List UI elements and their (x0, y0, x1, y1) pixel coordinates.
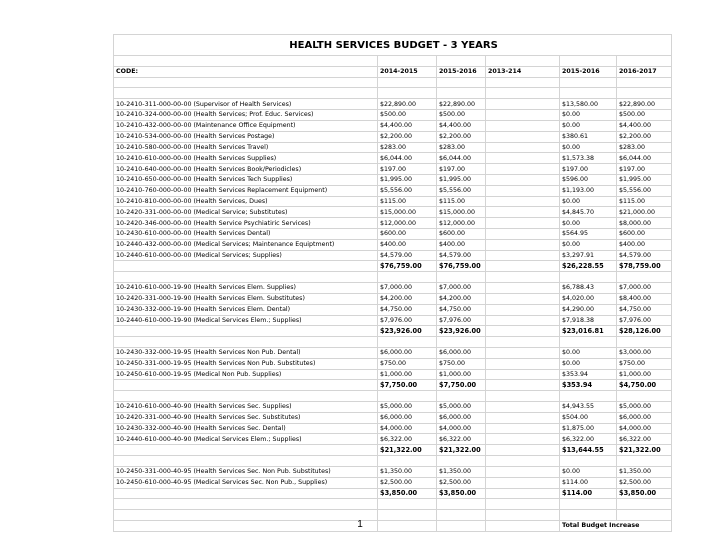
amount-cell: $197.00 (378, 164, 437, 175)
empty-cell (437, 56, 486, 67)
empty-cell (114, 337, 378, 348)
subtotal-cell: $3,850.00 (617, 488, 672, 499)
subtotal-cell: $7,750.00 (437, 380, 486, 391)
empty-cell (378, 77, 437, 88)
empty-cell (486, 272, 560, 283)
empty-cell (486, 391, 560, 402)
amount-cell (486, 283, 560, 294)
amount-cell: $1,350.00 (378, 466, 437, 477)
empty-cell (114, 326, 378, 337)
account-code-cell: 10-2410-610-000-00-00 (Health Services Supplies) (114, 153, 378, 164)
amount-cell (486, 99, 560, 110)
amount-cell: $6,044.00 (617, 153, 672, 164)
amount-cell: $7,976.00 (617, 315, 672, 326)
amount-cell: $1,875.00 (560, 423, 617, 434)
table-row (114, 174, 672, 185)
subtotal-row (114, 261, 672, 272)
amount-cell: $4,400.00 (437, 120, 486, 131)
amount-cell: $1,000.00 (437, 369, 486, 380)
amount-cell (486, 174, 560, 185)
amount-cell: $1,573.38 (560, 153, 617, 164)
empty-cell (378, 88, 437, 99)
subtotal-cell: $21,322.00 (378, 445, 437, 456)
amount-cell: $6,000.00 (437, 347, 486, 358)
amount-cell: $0.00 (560, 239, 617, 250)
blank-row (114, 456, 672, 467)
amount-cell: $4,200.00 (437, 293, 486, 304)
amount-cell (486, 207, 560, 218)
table-row (114, 131, 672, 142)
table-row (114, 185, 672, 196)
table-row (114, 250, 672, 261)
empty-cell (486, 456, 560, 467)
subtotal-row (114, 326, 672, 337)
empty-cell (114, 456, 378, 467)
amount-cell: $600.00 (437, 229, 486, 240)
amount-cell: $5,000.00 (617, 402, 672, 413)
amount-cell: $500.00 (378, 110, 437, 121)
empty-cell (560, 77, 617, 88)
amount-cell: $4,290.00 (560, 304, 617, 315)
account-code-cell: 10-2440-610-000-40-90 (Medical Services Elem.; Supplies) (114, 434, 378, 445)
amount-cell: $4,400.00 (617, 120, 672, 131)
year-header: 2013-214 (486, 66, 560, 77)
account-code-cell: 10-2410-580-000-00-00 (Health Services Travel) (114, 142, 378, 153)
subtotal-cell: $3,850.00 (378, 488, 437, 499)
amount-cell (486, 315, 560, 326)
amount-cell: $2,200.00 (378, 131, 437, 142)
empty-cell (617, 499, 672, 510)
subtotal-cell: $114.00 (560, 488, 617, 499)
empty-cell (617, 391, 672, 402)
empty-cell (114, 56, 378, 67)
blank-row (114, 337, 672, 348)
amount-cell (486, 164, 560, 175)
blank-row (114, 56, 672, 67)
subtotal-cell: $7,750.00 (378, 380, 437, 391)
subtotal-cell: $26,228.55 (560, 261, 617, 272)
subtotal-cell: $4,750.00 (617, 380, 672, 391)
table-row (114, 142, 672, 153)
table-row (114, 434, 672, 445)
subtotal-row (114, 445, 672, 456)
amount-cell: $596.00 (560, 174, 617, 185)
amount-cell: $400.00 (617, 239, 672, 250)
amount-cell: $114.00 (560, 477, 617, 488)
amount-cell: $0.00 (560, 358, 617, 369)
amount-cell: $1,350.00 (617, 466, 672, 477)
account-code-cell: 10-2410-432-000-00-00 (Maintenance Office Equipment) (114, 120, 378, 131)
amount-cell: $564.95 (560, 229, 617, 240)
blank-row (114, 391, 672, 402)
amount-cell: $0.00 (560, 196, 617, 207)
table-row (114, 412, 672, 423)
account-code-cell: 10-2440-610-000-19-90 (Medical Services Elem.; Supplies) (114, 315, 378, 326)
table-row (114, 218, 672, 229)
amount-cell (486, 347, 560, 358)
amount-cell: $7,000.00 (378, 283, 437, 294)
account-code-cell: 10-2440-432-000-00-00 (Medical Services; Maintenance Equiptment) (114, 239, 378, 250)
account-code-cell: 10-2410-650-000-00-00 (Health Services Tech Supplies) (114, 174, 378, 185)
table-row (114, 153, 672, 164)
amount-cell: $197.00 (437, 164, 486, 175)
amount-cell (486, 423, 560, 434)
amount-cell (486, 131, 560, 142)
empty-cell (378, 456, 437, 467)
amount-cell: $4,000.00 (437, 423, 486, 434)
amount-cell: $500.00 (437, 110, 486, 121)
amount-cell: $5,556.00 (378, 185, 437, 196)
amount-cell: $1,995.00 (617, 174, 672, 185)
table-row (114, 369, 672, 380)
amount-cell: $0.00 (560, 142, 617, 153)
year-header: 2014-2015 (378, 66, 437, 77)
amount-cell: $5,556.00 (437, 185, 486, 196)
empty-cell (437, 456, 486, 467)
account-code-cell: 10-2410-534-000-00-00 (Health Services Postage) (114, 131, 378, 142)
subtotal-cell: $76,759.00 (437, 261, 486, 272)
sheet-title: HEALTH SERVICES BUDGET - 3 YEARS (114, 35, 672, 56)
empty-cell (114, 261, 378, 272)
subtotal-row (114, 380, 672, 391)
amount-cell: $400.00 (437, 239, 486, 250)
subtotal-cell (486, 380, 560, 391)
amount-cell: $15,000.00 (437, 207, 486, 218)
header-row (114, 66, 672, 77)
amount-cell (486, 369, 560, 380)
amount-cell: $380.61 (560, 131, 617, 142)
amount-cell: $8,400.00 (617, 293, 672, 304)
account-code-cell: 10-2410-324-000-00-00 (Health Services; Prof. Educ. Services) (114, 110, 378, 121)
empty-cell (437, 272, 486, 283)
amount-cell: $600.00 (378, 229, 437, 240)
table-row (114, 164, 672, 175)
amount-cell: $22,890.00 (617, 99, 672, 110)
empty-cell (114, 380, 378, 391)
amount-cell: $750.00 (437, 358, 486, 369)
subtotal-cell (486, 445, 560, 456)
amount-cell: $4,845.70 (560, 207, 617, 218)
amount-cell: $5,000.00 (378, 402, 437, 413)
subtotal-cell (486, 488, 560, 499)
amount-cell: $6,322.00 (437, 434, 486, 445)
table-row (114, 423, 672, 434)
amount-cell: $4,020.00 (560, 293, 617, 304)
empty-cell (617, 88, 672, 99)
subtotal-cell: $21,322.00 (437, 445, 486, 456)
subtotal-cell: $13,644.55 (560, 445, 617, 456)
subtotal-cell: $28,126.00 (617, 326, 672, 337)
amount-cell: $1,350.00 (437, 466, 486, 477)
amount-cell: $2,500.00 (617, 477, 672, 488)
amount-cell (486, 120, 560, 131)
empty-cell (560, 456, 617, 467)
amount-cell: $283.00 (617, 142, 672, 153)
amount-cell (486, 304, 560, 315)
subtotal-cell: $21,322.00 (617, 445, 672, 456)
amount-cell: $1,995.00 (378, 174, 437, 185)
table-row (114, 207, 672, 218)
amount-cell: $4,000.00 (617, 423, 672, 434)
amount-cell: $7,000.00 (437, 283, 486, 294)
empty-cell (437, 499, 486, 510)
account-code-cell: 10-2430-610-000-00-00 (Health Services Dental) (114, 229, 378, 240)
table-row (114, 229, 672, 240)
subtotal-cell (486, 261, 560, 272)
empty-cell (617, 56, 672, 67)
account-code-cell: 10-2420-331-000-40-90 (Health Services Sec. Substitutes) (114, 412, 378, 423)
amount-cell: $0.00 (560, 347, 617, 358)
account-code-cell: 10-2440-610-000-00-00 (Medical Services; Supplies) (114, 250, 378, 261)
table-row (114, 358, 672, 369)
amount-cell: $283.00 (437, 142, 486, 153)
amount-cell: $1,000.00 (378, 369, 437, 380)
table-row (114, 477, 672, 488)
amount-cell: $2,200.00 (437, 131, 486, 142)
amount-cell: $0.00 (560, 120, 617, 131)
account-code-cell: 10-2430-332-000-19-95 (Health Services Non Pub. Dental) (114, 347, 378, 358)
amount-cell: $750.00 (378, 358, 437, 369)
amount-cell: $6,000.00 (378, 412, 437, 423)
amount-cell: $6,000.00 (378, 347, 437, 358)
year-header: 2016-2017 (617, 66, 672, 77)
account-code-cell: 10-2410-610-000-40-90 (Health Services Sec. Supplies) (114, 402, 378, 413)
title-row (114, 35, 672, 56)
empty-cell (114, 391, 378, 402)
empty-cell (486, 88, 560, 99)
amount-cell: $2,200.00 (617, 131, 672, 142)
blank-row (114, 77, 672, 88)
table-row (114, 293, 672, 304)
table-row (114, 120, 672, 131)
table-row (114, 466, 672, 477)
empty-cell (560, 88, 617, 99)
total-budget-increase-label: Total Budget Increase (560, 520, 672, 531)
amount-cell: $4,579.00 (378, 250, 437, 261)
code-header: CODE: (114, 66, 378, 77)
blank-row (114, 272, 672, 283)
empty-cell (114, 488, 378, 499)
amount-cell: $353.94 (560, 369, 617, 380)
subtotal-cell: $23,926.00 (378, 326, 437, 337)
subtotal-cell (486, 326, 560, 337)
amount-cell: $21,000.00 (617, 207, 672, 218)
table-row (114, 283, 672, 294)
amount-cell: $6,322.00 (617, 434, 672, 445)
empty-cell (437, 77, 486, 88)
amount-cell: $400.00 (378, 239, 437, 250)
table-row (114, 347, 672, 358)
amount-cell: $7,918.38 (560, 315, 617, 326)
empty-cell (486, 56, 560, 67)
empty-cell (560, 272, 617, 283)
account-code-cell: 10-2450-331-000-19-95 (Health Services Non Pub. Substitutes) (114, 358, 378, 369)
budget-spreadsheet (113, 34, 672, 532)
account-code-cell: 10-2450-331-000-40-95 (Health Services Sec. Non Pub. Substitutes) (114, 466, 378, 477)
amount-cell: $4,750.00 (378, 304, 437, 315)
amount-cell: $5,556.00 (617, 185, 672, 196)
blank-row (114, 499, 672, 510)
amount-cell: $283.00 (378, 142, 437, 153)
table-row (114, 99, 672, 110)
amount-cell: $6,044.00 (378, 153, 437, 164)
amount-cell: $6,788.43 (560, 283, 617, 294)
amount-cell: $0.00 (560, 466, 617, 477)
amount-cell (486, 477, 560, 488)
empty-cell (560, 337, 617, 348)
subtotal-cell: $353.94 (560, 380, 617, 391)
empty-cell (378, 337, 437, 348)
account-code-cell: 10-2450-610-000-19-95 (Medical Non Pub. Supplies) (114, 369, 378, 380)
amount-cell: $8,000.00 (617, 218, 672, 229)
empty-cell (437, 391, 486, 402)
account-code-cell: 10-2420-331-000-19-90 (Health Services Elem. Substitutes) (114, 293, 378, 304)
account-code-cell: 10-2410-311-000-00-00 (Supervisor of Health Services) (114, 99, 378, 110)
account-code-cell: 10-2410-760-000-00-00 (Health Services Replacement Equipment) (114, 185, 378, 196)
account-code-cell: 10-2430-332-000-40-90 (Health Services Sec. Dental) (114, 423, 378, 434)
amount-cell: $22,890.00 (437, 99, 486, 110)
subtotal-cell: $76,759.00 (378, 261, 437, 272)
amount-cell: $15,000.00 (378, 207, 437, 218)
amount-cell (486, 250, 560, 261)
amount-cell: $500.00 (617, 110, 672, 121)
empty-cell (378, 272, 437, 283)
amount-cell: $4,200.00 (378, 293, 437, 304)
amount-cell (486, 229, 560, 240)
amount-cell (486, 218, 560, 229)
table-row (114, 315, 672, 326)
empty-cell (486, 337, 560, 348)
amount-cell: $115.00 (437, 196, 486, 207)
amount-cell: $2,500.00 (378, 477, 437, 488)
amount-cell (486, 239, 560, 250)
empty-cell (114, 499, 378, 510)
year-header: 2015-2016 (437, 66, 486, 77)
amount-cell: $3,297.91 (560, 250, 617, 261)
subtotal-row (114, 488, 672, 499)
amount-cell (486, 185, 560, 196)
amount-cell: $4,400.00 (378, 120, 437, 131)
empty-cell (114, 88, 378, 99)
amount-cell: $12,000.00 (437, 218, 486, 229)
amount-cell: $7,000.00 (617, 283, 672, 294)
amount-cell: $3,000.00 (617, 347, 672, 358)
amount-cell: $7,976.00 (437, 315, 486, 326)
empty-cell (437, 337, 486, 348)
amount-cell (486, 358, 560, 369)
subtotal-cell: $23,016.81 (560, 326, 617, 337)
amount-cell: $5,000.00 (437, 402, 486, 413)
empty-cell (617, 272, 672, 283)
amount-cell (486, 293, 560, 304)
amount-cell: $22,890.00 (378, 99, 437, 110)
amount-cell: $6,322.00 (378, 434, 437, 445)
amount-cell: $600.00 (617, 229, 672, 240)
blank-row (114, 88, 672, 99)
account-code-cell: 10-2410-610-000-19-90 (Health Services Elem. Supplies) (114, 283, 378, 294)
empty-cell (114, 445, 378, 456)
amount-cell (486, 402, 560, 413)
empty-cell (378, 56, 437, 67)
year-header: 2015-2016 (560, 66, 617, 77)
amount-cell (486, 196, 560, 207)
amount-cell: $2,500.00 (437, 477, 486, 488)
amount-cell: $504.00 (560, 412, 617, 423)
amount-cell (486, 412, 560, 423)
table-row (114, 304, 672, 315)
amount-cell: $4,579.00 (437, 250, 486, 261)
amount-cell: $6,322.00 (560, 434, 617, 445)
subtotal-cell: $78,759.00 (617, 261, 672, 272)
empty-cell (617, 456, 672, 467)
table-row (114, 196, 672, 207)
empty-cell (437, 88, 486, 99)
amount-cell: $4,579.00 (617, 250, 672, 261)
table-row (114, 402, 672, 413)
amount-cell: $4,943.55 (560, 402, 617, 413)
amount-cell: $0.00 (560, 110, 617, 121)
amount-cell (486, 153, 560, 164)
account-code-cell: 10-2420-346-000-00-00 (Health Service Psychiatiric Services) (114, 218, 378, 229)
amount-cell: $6,000.00 (617, 412, 672, 423)
amount-cell: $115.00 (617, 196, 672, 207)
amount-cell (486, 434, 560, 445)
amount-cell: $12,000.00 (378, 218, 437, 229)
amount-cell: $4,750.00 (617, 304, 672, 315)
empty-cell (114, 77, 378, 88)
empty-cell (114, 272, 378, 283)
amount-cell: $13,580.00 (560, 99, 617, 110)
amount-cell: $1,000.00 (617, 369, 672, 380)
account-code-cell: 10-2410-810-000-00-00 (Health Services, Dues) (114, 196, 378, 207)
subtotal-cell: $23,926.00 (437, 326, 486, 337)
subtotal-cell: $3,850.00 (437, 488, 486, 499)
amount-cell: $4,750.00 (437, 304, 486, 315)
table-row (114, 239, 672, 250)
amount-cell: $197.00 (617, 164, 672, 175)
amount-cell: $197.00 (560, 164, 617, 175)
amount-cell: $0.00 (560, 218, 617, 229)
amount-cell: $1,193.00 (560, 185, 617, 196)
amount-cell: $115.00 (378, 196, 437, 207)
account-code-cell: 10-2420-331-000-00-00 (Medical Service; Substitutes) (114, 207, 378, 218)
amount-cell (486, 110, 560, 121)
amount-cell: $6,000.00 (437, 412, 486, 423)
table-row (114, 110, 672, 121)
empty-cell (560, 56, 617, 67)
amount-cell: $750.00 (617, 358, 672, 369)
empty-cell (560, 391, 617, 402)
empty-cell (560, 499, 617, 510)
empty-cell (617, 337, 672, 348)
amount-cell: $7,976.00 (378, 315, 437, 326)
account-code-cell: 10-2450-610-000-40-95 (Medical Services Sec. Non Pub., Supplies) (114, 477, 378, 488)
amount-cell: $1,995.00 (437, 174, 486, 185)
amount-cell: $6,044.00 (437, 153, 486, 164)
page-number: 1 (357, 519, 363, 530)
empty-cell (617, 77, 672, 88)
amount-cell (486, 142, 560, 153)
amount-cell (486, 466, 560, 477)
empty-cell (378, 499, 437, 510)
empty-cell (486, 499, 560, 510)
empty-cell (378, 391, 437, 402)
account-code-cell: 10-2430-332-000-19-90 (Health Services Elem. Dental) (114, 304, 378, 315)
empty-cell (486, 77, 560, 88)
account-code-cell: 10-2410-640-000-00-00 (Health Services Book/Periodicles) (114, 164, 378, 175)
amount-cell: $4,000.00 (378, 423, 437, 434)
